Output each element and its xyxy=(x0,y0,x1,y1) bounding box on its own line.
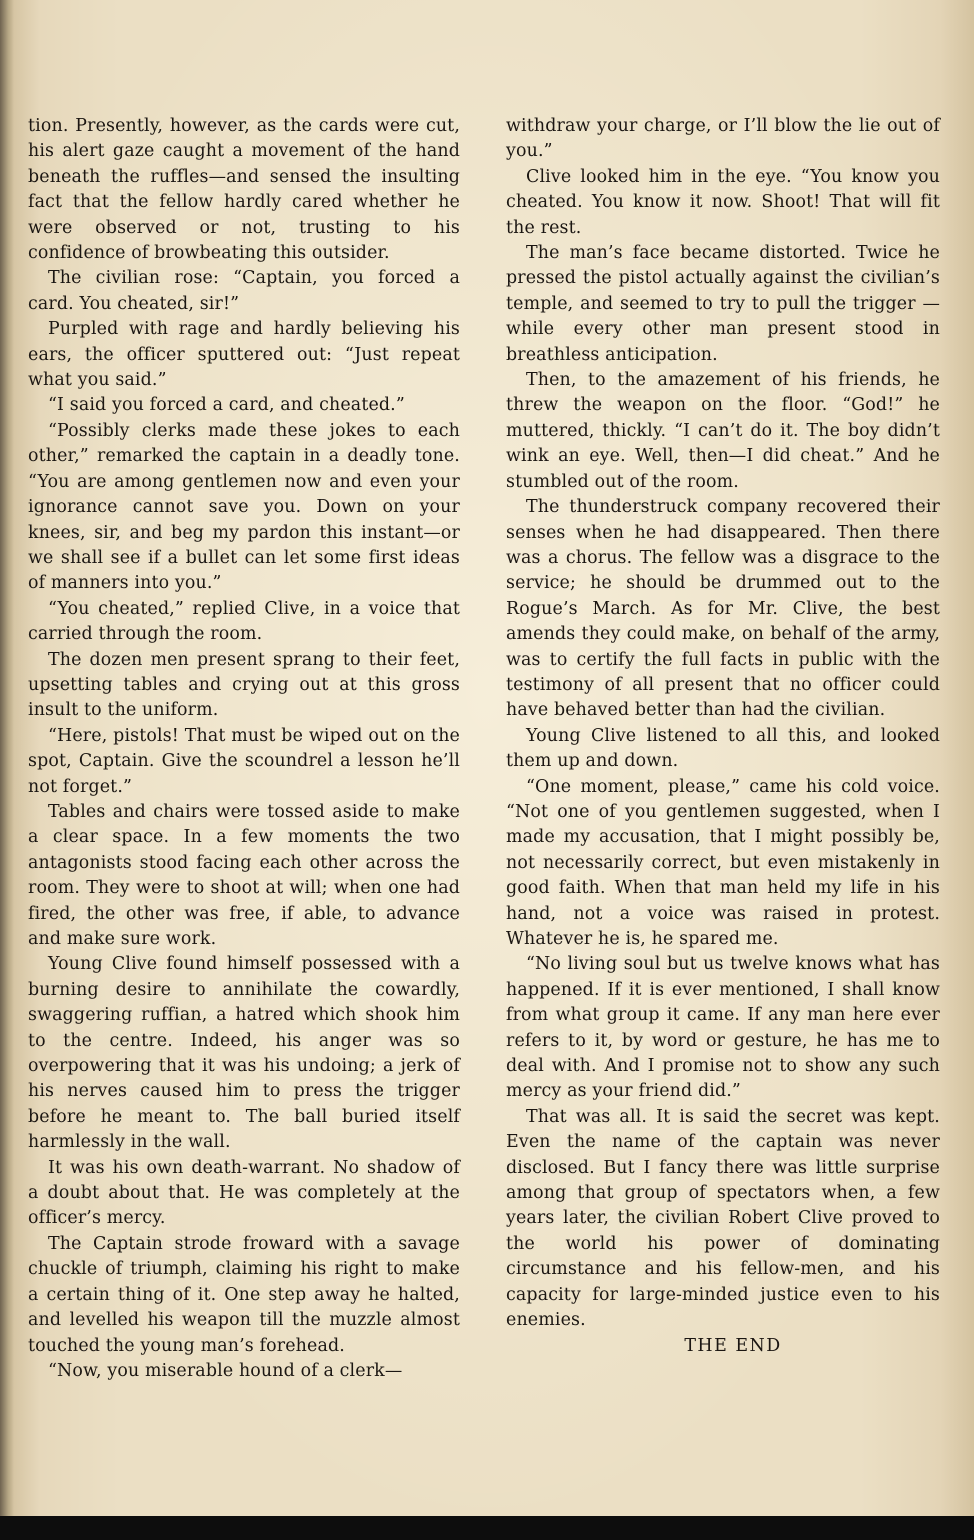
paragraph: The Captain strode froward with a savage chuckle of triumph, claiming his right to make a certain thing of it. One step away he halted, and levelled his weapon till the muzzle almost touched the young man’s forehead. xyxy=(28,1233,460,1356)
paragraph: The dozen men present sprang to their feet, upsetting tables and crying out at this gross insult to the uniform. xyxy=(28,649,460,721)
scan-bottom-edge xyxy=(0,1516,974,1540)
the-end-label: THE END xyxy=(684,1335,782,1356)
paragraph: The thunderstruck company recovered their senses when he had disappeared. Then there was a chorus. The fellow was a disgrace to the service; he should be drummed out to the Rogue’s March. As for Mr. Clive, the best amends they could make, on behalf of the army, was to certify the full facts in public with the testimony of all present that no officer could have behaved better than had the civilian. xyxy=(506,497,940,721)
binding-gutter xyxy=(0,0,14,1540)
paragraph: Then, to the amazement of his friends, he threw the weapon on the floor. “God!” he muttered, thickly. “I can’t do it. The boy didn’t wink an eye. Well, then—I did cheat.” And he stumbled out of the room. xyxy=(506,370,940,492)
paragraph: “No living soul but us twelve knows what has happened. If it is ever mentioned, I shall know from what group it came. If any man here ever refers to it, by word or gesture, he has me to deal with. And I promise not to show any such mercy as your friend did.” xyxy=(506,954,940,1102)
paragraph: “I said you forced a card, and cheated.” xyxy=(48,395,405,416)
paragraph: That was all. It is said the secret was kept. Even the name of the captain was never disclosed. But I fancy there was little surprise among that group of spectators when, a few years later, the civilian Robert Clive proved to the world his power of dominating circumstance and his fellow-men, and his capacity for large-minded justice even to his enemies. xyxy=(506,1106,940,1331)
paragraph: It was his own death-warrant. No shadow of a doubt about that. He was completely at the officer’s mercy. xyxy=(28,1157,460,1229)
paragraph: withdraw your charge, or I’ll blow the lie out of you.” xyxy=(506,116,940,162)
paragraph: Young Clive found himself possessed with a burning desire to annihilate the cowardly, swaggering ruffian, a hatred which shook him to the centre. Indeed, his anger was so overpowering that it was his undoing; a jerk of his nerves caused him to press the trigger before he meant to. The ball buried itself harmlessly in the wall. xyxy=(28,954,460,1153)
paragraph: The civilian rose: “Captain, you forced a card. You cheated, sir!” xyxy=(28,268,460,314)
paragraph: Tables and chairs were tossed aside to make a clear space. In a few moments the two antagonists stood facing each other across the room. They were to shoot at will; when one had fired, the other was free, if able, to advance and make sure work. xyxy=(28,801,460,949)
paragraph: Clive looked him in the eye. “You know you cheated. You know it now. Shoot! That will fit the rest. xyxy=(506,166,940,238)
right-column xyxy=(506,114,940,1359)
paragraph: tion. Presently, however, as the cards were cut, his alert gaze caught a movement of the hand beneath the ruffles—and sensed the insulting fact that the fellow hardly cared whether he were observed or not, trusting to his confidence of browbeating this outsider. xyxy=(28,116,460,264)
paragraph: “Possibly clerks made these jokes to each other,” remarked the captain in a deadly tone. “You are among gentlemen now and even your ignorance cannot save you. Down on your knees, sir, and beg my pardon this instant—or we shall see if a bullet can let some first ideas of manners into you.” xyxy=(28,420,460,594)
paragraph: Purpled with rage and hardly believing his ears, the officer sputtered out: “Just repeat what you said.” xyxy=(28,319,460,391)
paragraph: “Here, pistols! That must be wiped out on the spot, Captain. Give the scoundrel a lesson he’ll not forget.” xyxy=(28,725,460,797)
left-column xyxy=(28,114,460,1384)
paragraph: “You cheated,” replied Clive, in a voice that carried through the room. xyxy=(28,598,460,645)
paragraph: The man’s face became distorted. Twice he pressed the pistol actually against the civilian’s temple, and seemed to try to pull the trigger — while every other man present stood in breathless anticipation. xyxy=(506,243,940,365)
paragraph: “One moment, please,” came his cold voice. “Not one of you gentlemen suggested, when I made my accusation, that I might possibly be, not necessarily correct, but even mistakenly in good faith. When that man held my life in his hand, not a voice was raised in protest. Whatever he is, he spared me. xyxy=(506,776,940,949)
paragraph: “Now, you miserable hound of a clerk— xyxy=(48,1360,403,1381)
paragraph: Young Clive listened to all this, and looked them up and down. xyxy=(506,725,940,772)
